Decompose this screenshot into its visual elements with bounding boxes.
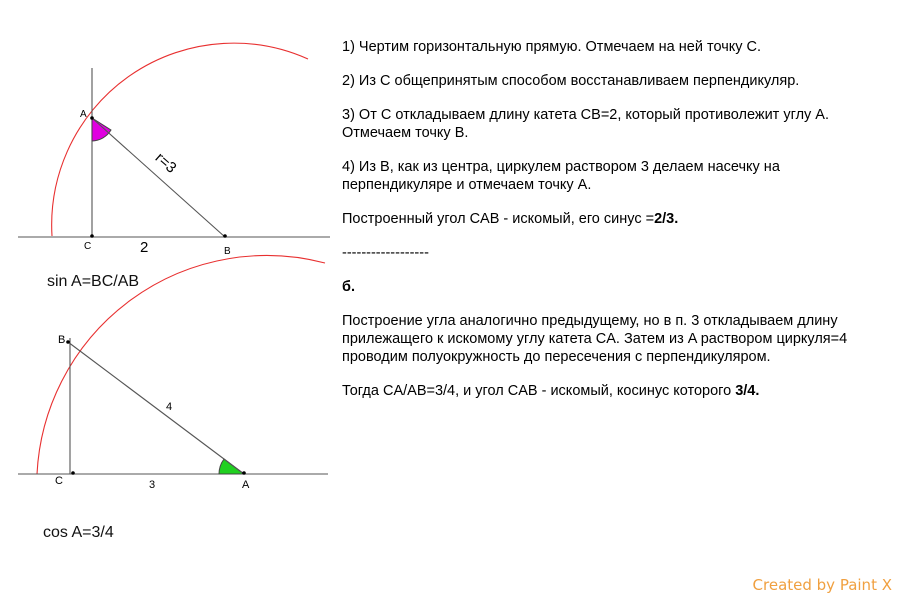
hypotenuse-b — [68, 342, 244, 474]
point-a-label-b: A — [242, 479, 250, 491]
leg-label-a: 2 — [140, 239, 149, 256]
figure-a — [18, 43, 330, 257]
point-c-label-b: C — [55, 475, 63, 487]
point-b-dot-a — [223, 234, 227, 238]
step-3: 3) От C откладываем длину катета CB=2, который противолежит углу A. Отмечаем точку B. — [342, 107, 830, 141]
hypotenuse-label-b: 4 — [166, 401, 173, 413]
point-b-dot-b — [66, 340, 70, 344]
step-4: 4) Из B, как из центра, циркулем раствором 3 делаем насечку на перпендикуляре и отмечаем точку A. — [342, 159, 780, 193]
hypotenuse-a — [92, 118, 225, 237]
result-a-value: 2/3. — [654, 211, 679, 227]
step-1: 1) Чертим горизонтальную прямую. Отмечаем на ней точку C. — [342, 39, 762, 55]
part-b-description: Построение угла аналогично предыдущему, но в п. 3 откладываем длину прилежащего к искомому углу катета CA. Затем из A раствором циркуля=4 проводим полуокружность до пересечения с перпендикуляром. — [342, 313, 848, 365]
point-c-label-a: C — [84, 241, 92, 252]
separator: ------------------ — [342, 245, 429, 261]
point-a-label-a: A — [80, 109, 87, 120]
compass-arc-a — [52, 43, 308, 236]
instructions-panel — [342, 38, 882, 416]
point-c-dot-b — [71, 471, 75, 475]
watermark: Created by Paint X — [752, 576, 892, 594]
result-a-text: Построенный угол CAB - искомый, его синус = — [342, 211, 655, 227]
part-b-title — [342, 278, 882, 296]
construction-diagram — [0, 0, 340, 600]
point-a-dot-a — [90, 116, 94, 120]
leg-label-b: 3 — [149, 479, 156, 491]
caption-sin: sin A=BC/AB — [47, 273, 140, 290]
point-a-dot-b — [242, 471, 246, 475]
result-b-text: Тогда CA/AB=3/4, и угол CAB - искомый, косинус которого — [342, 383, 736, 399]
step-2: 2) Из C общепринятым способом восстанавливаем перпендикуляр. — [342, 73, 800, 89]
part-b-title-text: б. — [342, 279, 355, 295]
point-c-dot-a — [90, 234, 94, 238]
point-b-label-b: B — [58, 334, 66, 346]
point-b-label-a: B — [224, 246, 231, 257]
caption-cos: cos A=3/4 — [43, 524, 114, 541]
hypotenuse-label-a: r=3 — [151, 149, 180, 177]
result-b — [342, 382, 882, 400]
result-a — [342, 210, 882, 228]
result-b-value: 3/4. — [735, 383, 760, 399]
angle-marker-a — [92, 118, 111, 141]
